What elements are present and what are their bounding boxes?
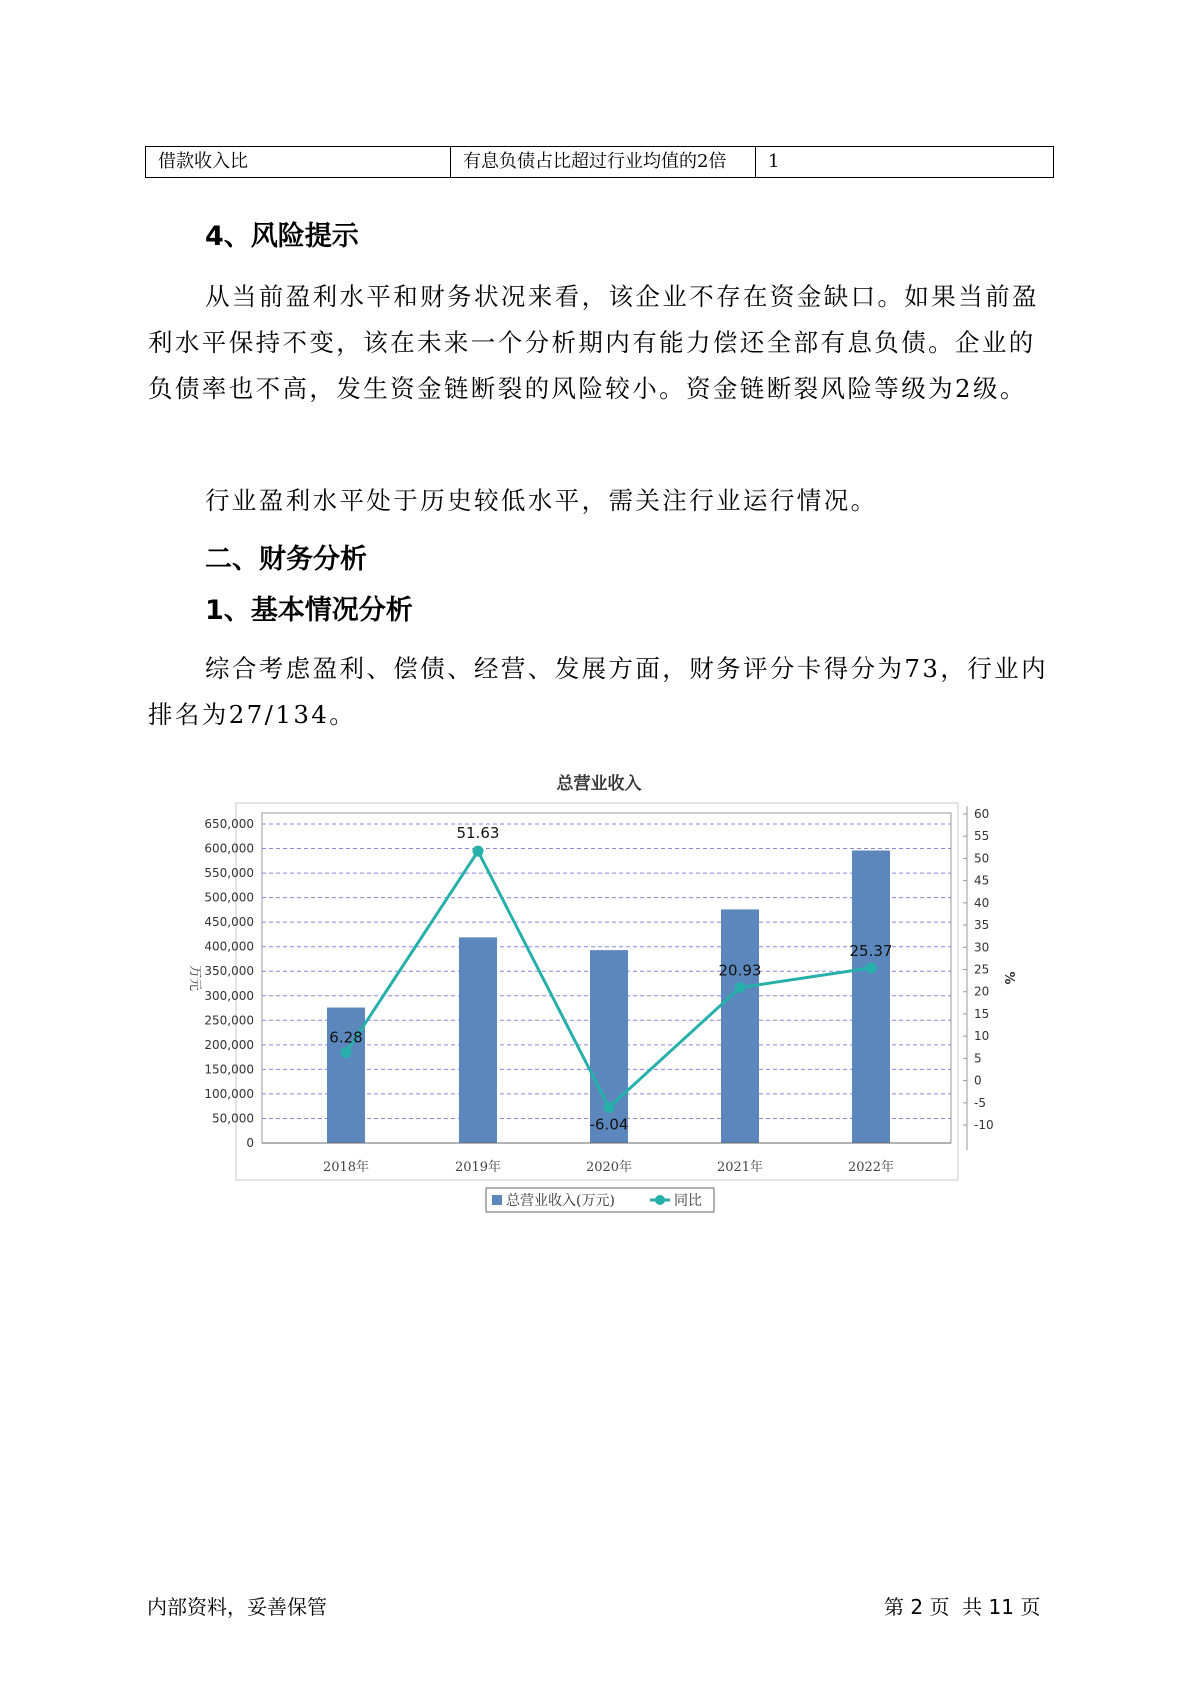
y-tick-label: 250,000: [204, 1013, 254, 1028]
y-tick-label: 600,000: [204, 841, 254, 856]
x-tick-label: 2019年: [454, 1160, 502, 1175]
finance-heading: 二、财务分析: [205, 544, 367, 575]
risk-paragraph-2: 行业盈利水平处于历史较低水平，需关注行业运行情况。: [205, 486, 878, 515]
y2-tick-label: 35: [974, 918, 990, 933]
data-label: 20.93: [718, 961, 762, 980]
y2-tick-label: 40: [974, 895, 990, 910]
data-label: 51.63: [456, 824, 500, 843]
y-tick-label: 550,000: [204, 866, 254, 881]
y-tick-label: 450,000: [204, 915, 254, 930]
y-tick-label: 400,000: [204, 939, 254, 954]
growth-point: [604, 1102, 615, 1113]
y-tick-label: 200,000: [204, 1037, 254, 1052]
chart-title: 总营业收入: [556, 774, 642, 794]
y-tick-label: 300,000: [204, 988, 254, 1003]
risk-heading: 4、风险提示: [205, 221, 359, 252]
y-tick-label: 350,000: [204, 964, 254, 979]
legend-label-revenue: 总营业收入(万元): [506, 1193, 615, 1209]
bar-2019年: [459, 937, 497, 1143]
growth-point: [341, 1047, 352, 1058]
legend-swatch-revenue: [492, 1195, 502, 1205]
basic-heading: 1、基本情况分析: [205, 595, 413, 626]
x-tick-label: 2021年: [716, 1160, 764, 1175]
y2-tick-label: -5: [974, 1095, 986, 1110]
y2-tick-label: 50: [974, 851, 990, 866]
legend-marker-growth: [655, 1195, 665, 1205]
growth-point: [735, 982, 746, 993]
table-cell-condition: 有息负债占比超过行业均值的2倍: [451, 147, 756, 177]
y2-tick-label: 30: [974, 940, 990, 955]
y2-tick-label: 15: [974, 1006, 990, 1021]
y-tick-label: 100,000: [204, 1086, 254, 1101]
y2-tick-label: 5: [974, 1051, 982, 1066]
y-tick-label: 150,000: [204, 1062, 254, 1077]
legend-label-growth: 同比: [674, 1193, 702, 1209]
y2-tick-label: 55: [974, 829, 990, 844]
y2-tick-label: 0: [974, 1073, 982, 1088]
y-axis-title: 万元: [187, 964, 202, 992]
y2-tick-label: 25: [974, 962, 990, 977]
x-tick-label: 2018年: [322, 1160, 370, 1175]
data-label: 25.37: [849, 941, 893, 960]
y-tick-label: 0: [246, 1136, 254, 1150]
y-tick-label: 50,000: [212, 1111, 254, 1126]
y2-tick-label: -10: [974, 1118, 994, 1132]
y2-tick-label: 20: [974, 984, 990, 999]
y2-tick-label: 10: [974, 1029, 990, 1044]
growth-point: [473, 846, 484, 857]
data-label: -6.04: [589, 1115, 629, 1134]
bar-2022年: [852, 851, 890, 1143]
data-label: 6.28: [329, 1028, 363, 1047]
x-tick-label: 2022年: [847, 1160, 895, 1175]
table-cell-indicator: 借款收入比: [146, 147, 451, 177]
footer-confidential: 内部资料，妥善保管: [147, 1595, 327, 1619]
risk-paragraph-1: 从当前盈利水平和财务状况来看，该企业不存在资金缺口。如果当前盈利水平保持不变，该在未来一个分析期内有能力偿还全部有息负债。企业的负债率也不高，发生资金链断裂的风险较小。资金链断裂风险等级为2级。: [148, 282, 1039, 403]
bar-2020年: [590, 950, 628, 1143]
table-cell-value: 1: [768, 151, 780, 172]
x-tick-label: 2020年: [585, 1160, 633, 1175]
basic-paragraph: 综合考虑盈利、偿债、经营、发展方面，财务评分卡得分为73，行业内排名为27/134。: [148, 654, 1048, 729]
y2-axis-title: %: [1001, 971, 1016, 985]
bar-2021年: [721, 909, 759, 1143]
y2-tick-label: 45: [974, 873, 990, 888]
y-tick-label: 500,000: [204, 890, 254, 905]
footer-page-number: 第 2 页 共 11 页: [884, 1595, 1041, 1619]
y2-tick-label: 60: [974, 807, 990, 821]
y-tick-label: 650,000: [204, 817, 254, 831]
growth-point: [866, 962, 877, 973]
